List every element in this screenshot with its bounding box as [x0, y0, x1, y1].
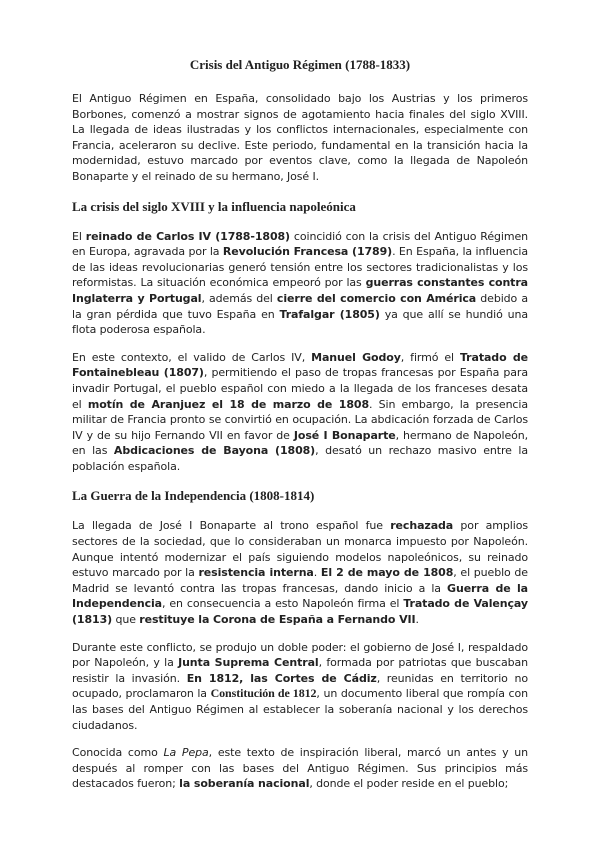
section2-paragraph-3: Conocida como La Pepa, este texto de inspiración liberal, marcó un antes y un después al romper con las bases del Antiguo Régimen. Sus principios más destacados fueron; la soberanía nacional, donde el poder reside en el pueblo;	[72, 746, 528, 791]
document-title: Crisis del Antiguo Régimen (1788-1833)	[189, 57, 411, 72]
section1-paragraph-2: En este contexto, el valido de Carlos IV, Manuel Godoy, firmó el Tratado de Fontainebleau (1807), permitiendo el paso de tropas francesas por España para invadir Portugal, el pueblo español con miedo a la llegada de los franceses desata el motín de Aranjuez el 18 de marzo de 1808. Sin embargo, la presencia militar de Francia pronto se convirtió en ocupación. La abdicación forzada de Carlos IV y de su hijo Fernando VII en favor de José I Bonaparte, hermano de Napoleón, en las Abdicaciones de Bayona (1808), desató un rechazo masivo entre la población española.	[72, 350, 529, 473]
section1-paragraph-1: El reinado de Carlos IV (1788-1808) coincidió con la crisis del Antiguo Régimen en Europa, agravada por la Revolución Francesa (1789). En España, la influencia de las ideas revolucionarias generó tensión entre los sectores tradicionalistas y los reformistas. La situación económica empeoró por las guerras constantes contra Inglaterra y Portugal, además del cierre del comercio con América debido a la gran pérdida que tuvo España en Trafalgar (1805) ya que allí se hundió una flota poderosa española.	[72, 229, 529, 337]
section2-paragraph-2: Durante este conflicto, se produjo un doble poder: el gobierno de José I, respaldado por Napoleón, y la Junta Suprema Central, formada por patriotas que buscaban resistir la invasión. En 1812, las Cortes de Cádiz, reunidas en territorio no ocupado, proclamaron la Constitución de 1812, un documento liberal que rompía con las bases del Antiguo Régimen al establecer la soberanía nacional y los derechos ciudadanos.	[72, 640, 529, 732]
section2-paragraph-1: La llegada de José I Bonaparte al trono español fue rechazada por amplios sectores de la sociedad, que lo consideraban un monarca impuesto por Napoleón. Aunque intentó modernizar el país siguiendo modelos napoleónicos, su reinado estuvo marcado por la resistencia interna. El 2 de mayo de 1808, el pueblo de Madrid se levantó contra las tropas francesas, dando inicio a la Guerra de la Independencia, en consecuencia a esto Napoleón firma el Tratado de Valençay (1813) que restituye la Corona de España a Fernando VII.	[72, 519, 528, 627]
section-heading-1: La crisis del siglo XVIII y la influencia napoleónica	[72, 198, 356, 214]
section-heading-2: La Guerra de la Independencia (1808-1814)	[72, 488, 315, 504]
intro-paragraph: El Antiguo Régimen en España, consolidado bajo los Austrias y los primeros Borbones, comenzó a mostrar signos de agotamiento hacia finales del siglo XVIII. La llegada de ideas ilustradas y los conflictos internacionales, especialmente con Francia, aceleraron su declive. Este periodo, fundamental en la transición hacia la modernidad, estuvo marcado por eventos clave, como la llegada de Napoleón Bonaparte y el reinado de su hermano, José I.	[72, 92, 528, 183]
